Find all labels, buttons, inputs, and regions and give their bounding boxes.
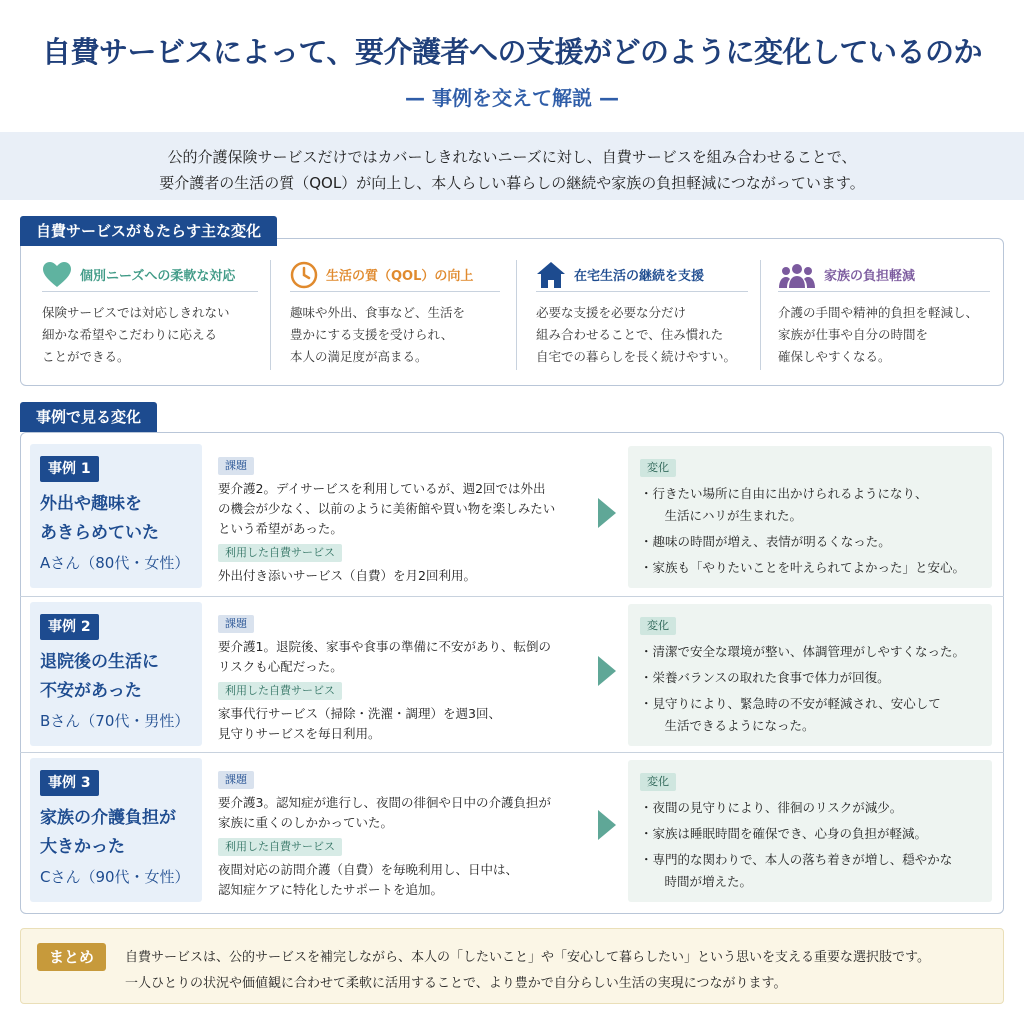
case-title-line: あきらめていた <box>40 523 159 543</box>
change-item: ・清潔で安全な環境が整い、体調管理がしやすくなった。 <box>640 644 966 659</box>
benefit-item-qol <box>290 262 500 372</box>
benefit-title: 在宅生活の継続を支援 <box>574 269 705 284</box>
service-tag: 利用した自費サービス <box>218 682 342 700</box>
clock-icon <box>290 261 318 289</box>
benefit-desc-line: 家族が仕事や自分の時間を <box>778 327 929 342</box>
intro-band <box>0 132 1024 200</box>
change-item: ・専門的な関わりで、本人の落ち着きが増し、穏やかな 時間が増えた。 <box>640 852 953 889</box>
family-icon <box>778 262 816 288</box>
house-icon <box>536 261 566 289</box>
service-line: 家事代行サービス（掃除・洗濯・調理）を週3回、 <box>218 706 501 721</box>
change-item: ・夜間の見守りにより、徘徊のリスクが減少。 <box>640 800 903 815</box>
arrow-right-icon <box>598 498 616 528</box>
benefit-desc-line: 必要な支援を必要な分だけ <box>536 305 687 320</box>
change-item: ・家族は睡眠時間を確保でき、心身の負担が軽減。 <box>640 826 928 841</box>
case-2-changes <box>628 604 992 746</box>
divider <box>270 260 271 370</box>
arrow-right-icon <box>598 656 616 686</box>
case-3-changes <box>628 760 992 902</box>
service-tag: 利用した自費サービス <box>218 838 342 856</box>
service-line: 見守りサービスを毎日利用。 <box>218 726 381 741</box>
heart-icon <box>42 262 72 288</box>
intro-line: 公的介護保険サービスだけではカバーしきれないニーズに対し、自費サービスを組み合わせることで、 <box>167 148 857 166</box>
issue-line: リスクも心配だった。 <box>218 659 343 674</box>
issue-line: 家族に重くのしかかっていた。 <box>218 815 394 830</box>
summary-box <box>20 928 1004 1004</box>
benefits-heading: 自費サービスがもたらす主な変化 <box>20 216 277 246</box>
case-title-line: 家族の介護負担が <box>40 808 176 828</box>
change-tag: 変化 <box>640 459 676 477</box>
change-tag: 変化 <box>640 773 676 791</box>
summary-line: 自費サービスは、公的サービスを補完しながら、本人の「したいこと」や「安心して暮らしたい」という思いを支える重要な選択肢です。 <box>125 950 930 965</box>
case-title-line: 退院後の生活に <box>40 652 159 672</box>
service-line: 外出付き添いサービス（自費）を月2回利用。 <box>218 568 476 583</box>
case-person: Aさん（80代・女性） <box>40 554 190 572</box>
page-subtitle: — 事例を交えて解説 — <box>405 86 619 110</box>
divider <box>20 596 1004 597</box>
summary-badge: まとめ <box>37 943 106 971</box>
case-person: Cさん（90代・女性） <box>40 868 190 886</box>
case-badge: 事例 1 <box>40 456 99 482</box>
benefit-item-home <box>536 262 748 372</box>
change-item: ・見守りにより、緊急時の不安が軽減され、安心して 生活できるようになった。 <box>640 696 941 733</box>
case-3-summary <box>30 758 202 902</box>
service-line: 認知症ケアに特化したサポートを追加。 <box>218 882 444 897</box>
benefit-desc-line: 細かな希望やこだわりに応える <box>42 327 218 342</box>
benefit-desc-line: 保険サービスでは対応しきれない <box>42 305 230 320</box>
case-title-line: 外出や趣味を <box>40 494 142 514</box>
benefit-desc-line: 組み合わせることで、住み慣れた <box>536 327 724 342</box>
change-tag: 変化 <box>640 617 676 635</box>
issue-line: 要介護2。デイサービスを利用しているが、週2回では外出 <box>218 481 546 496</box>
issue-line: 要介護1。退院後、家事や食事の準備に不安があり、転倒の <box>218 639 551 654</box>
service-line: 夜間対応の訪問介護（自費）を毎晩利用し、日中は、 <box>218 862 519 877</box>
case-1-detail <box>218 454 590 588</box>
page-title: 自費サービスによって、要介護者への支援がどのように変化しているのか <box>42 35 982 69</box>
divider <box>760 260 761 370</box>
issue-tag: 課題 <box>218 615 254 633</box>
service-tag: 利用した自費サービス <box>218 544 342 562</box>
benefit-title: 個別ニーズへの柔軟な対応 <box>80 269 236 284</box>
change-item: ・行きたい場所に自由に出かけられるようになり、 生活にハリが生まれた。 <box>640 486 928 523</box>
case-3-detail <box>218 768 590 902</box>
issue-line: の機会が少なく、以前のように美術館や買い物を楽しみたい <box>218 501 556 516</box>
case-2-summary <box>30 602 202 746</box>
case-2-detail <box>218 612 590 746</box>
benefit-desc-line: 確保しやすくなる。 <box>778 349 891 364</box>
benefit-title: 家族の負担軽減 <box>824 269 916 284</box>
change-item: ・栄養バランスの取れた食事で体力が回復。 <box>640 670 890 685</box>
divider <box>20 752 1004 753</box>
benefit-title: 生活の質（QOL）の向上 <box>326 269 474 284</box>
change-item: ・家族も「やりたいことを叶えられてよかった」と安心。 <box>640 560 966 575</box>
cases-heading: 事例で見る変化 <box>20 402 157 432</box>
issue-tag: 課題 <box>218 457 254 475</box>
benefit-desc-line: 自宅での暮らしを長く続けやすい。 <box>536 349 737 364</box>
change-item: ・趣味の時間が増え、表情が明るくなった。 <box>640 534 891 549</box>
benefit-desc-line: 豊かにする支援を受けられ、 <box>290 327 454 342</box>
benefit-desc-line: 趣味や外出、食事など、生活を <box>290 305 466 320</box>
issue-tag: 課題 <box>218 771 254 789</box>
case-badge: 事例 2 <box>40 614 99 640</box>
summary-line: 一人ひとりの状況や価値観に合わせて柔軟に活用することで、より豊かで自分らしい生活の実現につながります。 <box>125 976 787 991</box>
case-title-line: 大きかった <box>40 837 125 857</box>
benefit-item-flexible <box>42 262 258 372</box>
case-title-line: 不安があった <box>40 681 142 701</box>
case-badge: 事例 3 <box>40 770 99 796</box>
benefit-item-family <box>778 262 990 372</box>
intro-line: 要介護者の生活の質（QOL）が向上し、本人らしい暮らしの継続や家族の負担軽減につながっています。 <box>159 174 865 192</box>
issue-line: という希望があった。 <box>218 521 343 536</box>
benefit-desc-line: ことができる。 <box>42 349 130 364</box>
divider <box>516 260 517 370</box>
issue-line: 要介護3。認知症が進行し、夜間の徘徊や日中の介護負担が <box>218 795 551 810</box>
case-1-summary <box>30 444 202 588</box>
case-person: Bさん（70代・男性） <box>40 712 190 730</box>
benefit-desc-line: 本人の満足度が高まる。 <box>290 349 428 364</box>
case-1-changes <box>628 446 992 588</box>
arrow-right-icon <box>598 810 616 840</box>
benefit-desc-line: 介護の手間や精神的負担を軽減し、 <box>778 305 979 320</box>
